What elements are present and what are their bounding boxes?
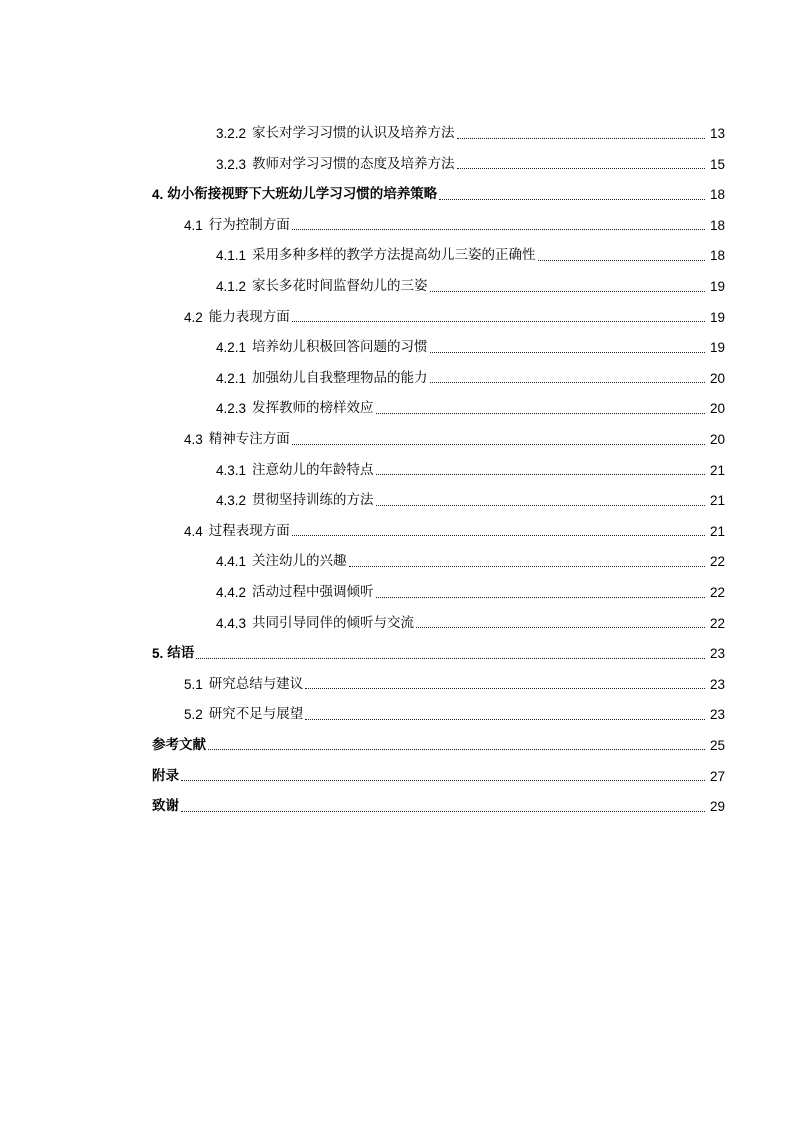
toc-entry-title: 结语: [167, 645, 195, 662]
toc-entry[interactable]: [152, 600, 725, 631]
toc-entry-number: 4.3.1: [216, 462, 247, 478]
toc-entry-page-number: 20: [709, 370, 725, 386]
toc-entry-number: 4.4.1: [216, 554, 247, 570]
dot-leader: [439, 199, 705, 200]
toc-entry-number: 3.2.3: [216, 156, 247, 172]
toc-entry[interactable]: [152, 202, 725, 233]
toc-entry-title: 行为控制方面: [208, 216, 290, 233]
toc-entry-page-number: 13: [709, 126, 725, 142]
dot-leader: [181, 811, 705, 812]
toc-entry-page-number: 27: [709, 768, 725, 784]
toc-entry-title: 研究总结与建议: [208, 675, 304, 692]
toc-entry[interactable]: [152, 477, 725, 508]
dot-leader: [292, 229, 705, 230]
toc-entry-title: 注意幼儿的年龄特点: [252, 461, 374, 478]
toc-entry-title: 参考文献: [152, 736, 206, 753]
toc-entry[interactable]: [152, 783, 725, 814]
toc-entry-title: 家长对学习习惯的认识及培养方法: [252, 125, 455, 142]
toc-entry-page-number: 21: [709, 493, 725, 509]
toc-entry[interactable]: [152, 324, 725, 355]
dot-leader: [376, 505, 705, 506]
toc-entry-page-number: 25: [709, 737, 725, 753]
toc-entry[interactable]: [152, 722, 725, 753]
toc-entry-page-number: 21: [709, 462, 725, 478]
toc-entry-title: 活动过程中强调倾听: [252, 584, 374, 600]
toc-entry-page-number: 19: [709, 309, 725, 325]
toc-entry-page-number: 22: [709, 554, 725, 570]
toc-entry[interactable]: [152, 508, 725, 539]
toc-entry[interactable]: [152, 171, 725, 202]
toc-entry-page-number: 18: [709, 187, 725, 203]
toc-entry-title: 发挥教师的榜样效应: [252, 400, 374, 417]
toc-entry[interactable]: [152, 141, 725, 172]
toc-entry[interactable]: [152, 263, 725, 294]
toc-entry-number: 4.2.1: [216, 340, 247, 356]
toc-entry-title: 教师对学习习惯的态度及培养方法: [252, 155, 455, 172]
toc-entry-number: 4.3.2: [216, 493, 247, 509]
toc-entry-number: 4.4.2: [216, 585, 247, 600]
toc-entry-title: 精神专注方面: [208, 431, 290, 448]
dot-leader: [430, 291, 705, 292]
dot-leader: [305, 688, 705, 689]
toc-entry-title: 研究不足与展望: [208, 706, 304, 723]
toc-entry-title: 过程表现方面: [208, 522, 290, 539]
toc-entry-number: 4.2.3: [216, 401, 247, 417]
toc-entry-number: 5.2: [184, 707, 203, 723]
dot-leader: [196, 658, 705, 659]
toc-entry-number: 5.: [152, 646, 164, 662]
toc-entry-title: 培养幼儿积极回答问题的习惯: [252, 339, 428, 356]
dot-leader: [376, 597, 705, 598]
toc-entry[interactable]: [152, 110, 725, 141]
table-of-contents: [152, 110, 725, 814]
toc-entry[interactable]: [152, 661, 725, 692]
toc-entry-page-number: 23: [709, 676, 725, 692]
toc-entry-page-number: 20: [709, 432, 725, 448]
toc-entry-page-number: 22: [709, 585, 725, 600]
toc-entry-page-number: 19: [709, 279, 725, 295]
dot-leader: [349, 566, 705, 567]
toc-entry-title: 幼小衔接视野下大班幼儿学习习惯的培养策略: [167, 186, 438, 203]
toc-entry[interactable]: [152, 447, 725, 478]
toc-entry-number: 4.1.1: [216, 248, 247, 264]
toc-entry-page-number: 22: [709, 615, 725, 631]
dot-leader: [292, 444, 705, 445]
toc-entry-page-number: 21: [709, 523, 725, 539]
toc-entry-page-number: 20: [709, 401, 725, 417]
toc-entry-number: 4.: [152, 187, 164, 203]
toc-entry-page-number: 23: [709, 707, 725, 723]
toc-entry-number: 4.1.2: [216, 279, 247, 295]
dot-leader: [538, 260, 705, 261]
dot-leader: [430, 382, 705, 383]
toc-entry-title: 致谢: [152, 798, 179, 815]
toc-entry-page-number: 29: [709, 799, 725, 815]
toc-entry-number: 5.1: [184, 676, 203, 692]
dot-leader: [416, 627, 705, 628]
toc-entry[interactable]: [152, 294, 725, 325]
toc-entry-number: 4.1: [184, 217, 203, 233]
toc-entry[interactable]: [152, 232, 725, 263]
toc-entry-number: 4.2.1: [216, 370, 247, 386]
toc-entry-page-number: 23: [709, 646, 725, 662]
toc-entry[interactable]: [152, 569, 725, 600]
toc-entry-page-number: 15: [709, 156, 725, 172]
toc-entry[interactable]: [152, 630, 725, 661]
toc-entry-title: 家长多花时间监督幼儿的三姿: [252, 278, 428, 295]
toc-entry[interactable]: [152, 355, 725, 386]
toc-entry-title: 关注幼儿的兴趣: [252, 553, 347, 570]
toc-entry-page-number: 18: [709, 217, 725, 233]
dot-leader: [305, 719, 705, 720]
toc-entry[interactable]: [152, 752, 725, 783]
toc-entry[interactable]: [152, 691, 725, 722]
toc-entry-title: 能力表现方面: [208, 308, 290, 325]
toc-entry-title: 贯彻坚持训练的方法: [252, 492, 374, 509]
toc-entry[interactable]: [152, 416, 725, 447]
dot-leader: [208, 749, 705, 750]
toc-entry-number: 4.2: [184, 309, 203, 325]
dot-leader: [430, 352, 705, 353]
toc-entry-number: 4.3: [184, 432, 203, 448]
toc-entry-number: 4.4.3: [216, 615, 247, 631]
dot-leader: [181, 780, 705, 781]
toc-entry-title: 加强幼儿自我整理物品的能力: [252, 369, 428, 386]
dot-leader: [292, 321, 705, 322]
toc-entry-title: 采用多种多样的教学方法提高幼儿三姿的正确性: [252, 247, 536, 264]
toc-entry-number: 3.2.2: [216, 126, 247, 142]
toc-entry-number: 4.4: [184, 523, 203, 539]
dot-leader: [292, 535, 705, 536]
dot-leader: [457, 168, 705, 169]
toc-entry-page-number: 19: [709, 340, 725, 356]
dot-leader: [457, 138, 705, 139]
dot-leader: [376, 413, 705, 414]
toc-entry-page-number: 18: [709, 248, 725, 264]
toc-entry-title: 共同引导同伴的倾听与交流: [252, 614, 415, 631]
toc-entry[interactable]: [152, 538, 725, 569]
toc-entry-title: 附录: [152, 767, 179, 784]
dot-leader: [376, 474, 705, 475]
toc-entry[interactable]: [152, 385, 725, 416]
